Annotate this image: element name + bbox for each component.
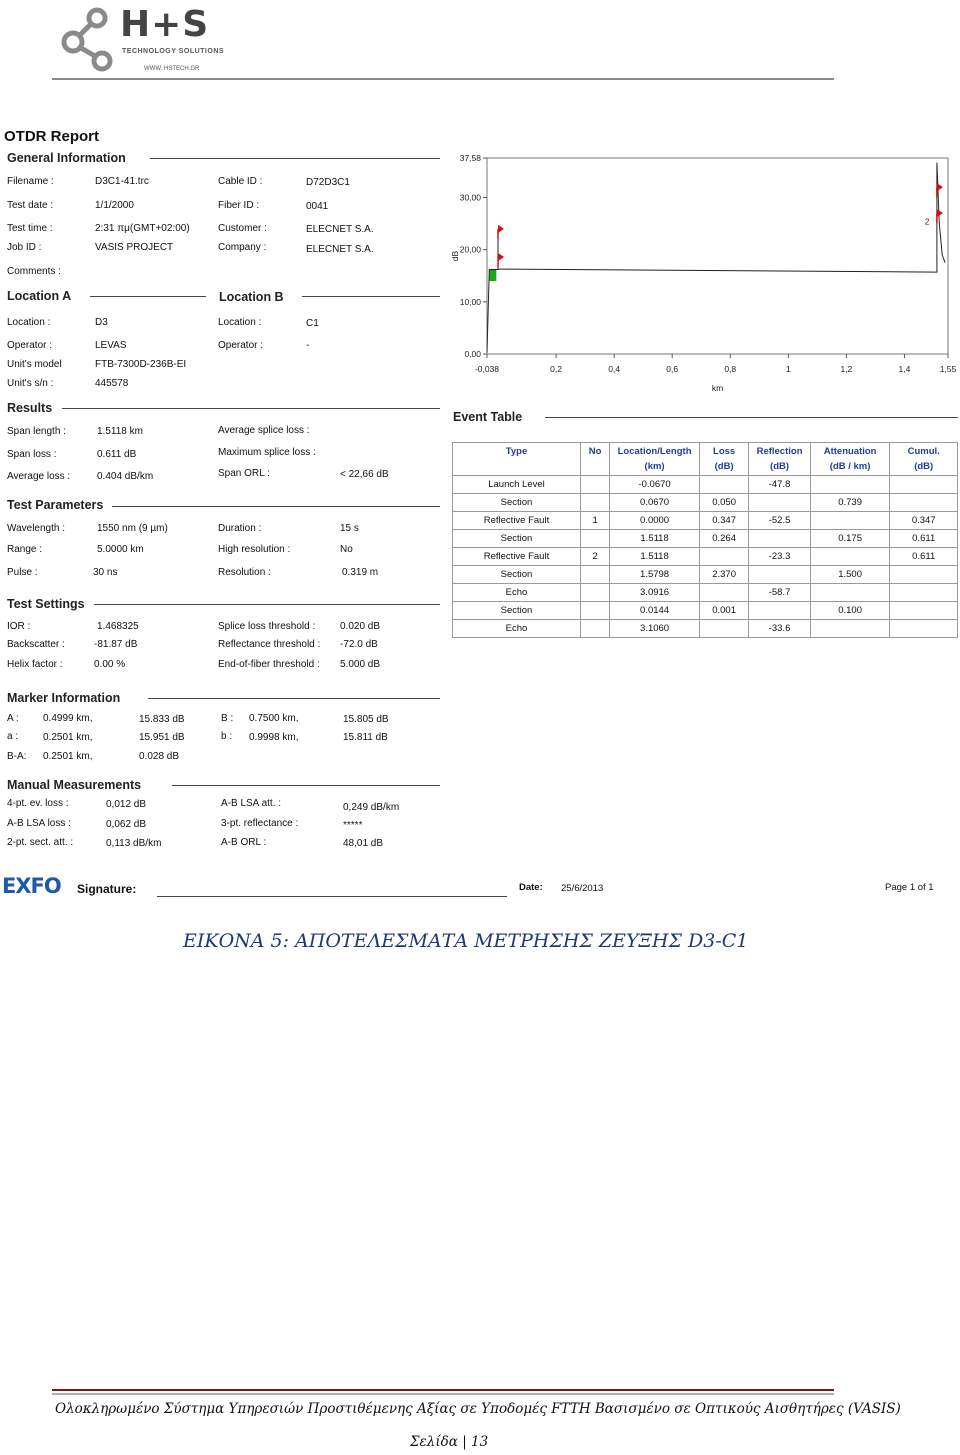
results-title: Results <box>7 401 53 415</box>
event-table-header-cell <box>699 443 748 476</box>
plot-frame <box>487 158 948 354</box>
page-separator: | <box>462 1434 472 1450</box>
range-label: Range : <box>7 544 43 555</box>
loc-b-location-label: Location : <box>218 317 262 328</box>
signature-label: Signature: <box>77 882 137 896</box>
eof-threshold-label: End-of-fiber threshold : <box>218 659 320 670</box>
marker-info-rule <box>148 698 440 699</box>
table-cell: 1.5118 <box>610 548 700 566</box>
backscatter-label: Backscatter : <box>7 639 65 650</box>
table-cell <box>749 602 810 620</box>
general-info-rule <box>150 158 440 159</box>
event-table-header-unit: (km) <box>644 461 665 472</box>
table-row <box>453 494 958 512</box>
event-table-header-row <box>453 443 958 476</box>
range-value: 5.0000 km <box>97 544 144 555</box>
cable-id-label: Cable ID : <box>218 176 263 187</box>
table-cell: Reflective Fault <box>453 548 581 566</box>
unit-model-value: FTB-7300D-236B-EI <box>95 359 187 370</box>
table-cell: -33.6 <box>749 620 810 638</box>
event-table-header-label: Loss <box>713 446 736 457</box>
location-b-title: Location B <box>219 290 284 304</box>
company-value: ELECNET S.A. <box>306 244 374 255</box>
table-cell <box>581 476 610 494</box>
lsa-loss-label: A-B LSA loss : <box>7 818 71 829</box>
event-table-header-unit: (dB) <box>714 461 734 472</box>
table-cell: 1.500 <box>810 566 890 584</box>
table-cell <box>890 584 958 602</box>
event-table-header-label: Location/Length <box>617 446 692 457</box>
table-cell <box>749 494 810 512</box>
table-cell: 0.175 <box>810 530 890 548</box>
launch-level-block <box>489 270 496 281</box>
max-splice-label: Maximum splice loss : <box>218 447 316 458</box>
marker-A-distance: 0.4999 km, <box>43 713 93 724</box>
logo-url: WWW. HSTECH.GR <box>144 66 200 72</box>
logo-text: H+S <box>120 4 210 45</box>
event-table-header-unit: (dB) <box>770 461 790 472</box>
table-row <box>453 602 958 620</box>
table-cell: 0.611 <box>890 530 958 548</box>
table-cell <box>890 602 958 620</box>
table-cell <box>581 620 610 638</box>
x-tick-label: 0,2 <box>550 364 563 374</box>
loc-a-location-label: Location : <box>7 317 51 328</box>
location-a-rule <box>90 296 206 297</box>
manual-measurements-rule <box>172 785 440 786</box>
splice-threshold-value: 0.020 dB <box>340 621 381 632</box>
unit-model-label: Unit's model <box>7 359 62 370</box>
table-cell <box>699 584 748 602</box>
unit-sn-value: 445578 <box>95 378 129 389</box>
wavelength-value: 1550 nm (9 µm) <box>97 523 168 534</box>
table-row <box>453 584 958 602</box>
customer-label: Customer : <box>218 223 267 234</box>
ev-loss-label: 4-pt. ev. loss : <box>7 798 69 809</box>
table-cell <box>810 584 890 602</box>
event-table <box>452 442 958 638</box>
loc-a-operator-label: Operator : <box>7 340 53 351</box>
table-cell <box>581 602 610 620</box>
event-table-title: Event Table <box>453 410 523 424</box>
comments-label: Comments : <box>7 266 61 277</box>
trace-line <box>487 163 945 353</box>
event-table-header-unit: (dB) <box>914 461 934 472</box>
table-cell: 1.5118 <box>610 530 700 548</box>
marker-info-title: Marker Information <box>7 691 121 705</box>
table-cell <box>699 620 748 638</box>
event-table-header-unit: (dB / km) <box>829 461 871 472</box>
reflectance-3pt-value: ***** <box>343 820 363 831</box>
table-cell: 0.347 <box>890 512 958 530</box>
table-cell: Echo <box>453 584 581 602</box>
sect-att-value: 0,113 dB/km <box>106 838 162 849</box>
x-tick-label: 1,4 <box>898 364 911 374</box>
test-time-value: 2:31 πμ(GMT+02:00) <box>95 223 190 234</box>
table-row <box>453 548 958 566</box>
marker-BA-distance: 0.2501 km, <box>43 751 93 762</box>
marker-a-distance: 0.2501 km, <box>43 732 93 743</box>
marker-A-level: 15.833 dB <box>139 714 185 725</box>
logo-mark-icon <box>60 4 120 74</box>
splice-threshold-label: Splice loss threshold : <box>218 621 316 632</box>
table-cell: 0.001 <box>699 602 748 620</box>
resolution-label: Resolution : <box>218 567 271 578</box>
event-table-header-label: No <box>588 446 602 457</box>
y-tick-label: 20,00 <box>459 244 481 255</box>
table-cell: Echo <box>453 620 581 638</box>
marker-b-label: b : <box>221 731 233 742</box>
eof-threshold-value: 5.000 dB <box>340 659 381 670</box>
backscatter-value: -81.87 dB <box>94 639 138 650</box>
event-table-rule <box>545 417 958 418</box>
table-cell: 1 <box>581 512 610 530</box>
footer-divider-light <box>52 1393 834 1395</box>
exfo-logo: EXFO <box>2 874 61 898</box>
sect-att-label: 2-pt. sect. att. : <box>7 837 74 848</box>
duration-label: Duration : <box>218 523 262 534</box>
table-row <box>453 620 958 638</box>
table-cell: 2 <box>581 548 610 566</box>
table-cell: 0.100 <box>810 602 890 620</box>
marker-a-label: a : <box>7 731 19 742</box>
report-date-value: 25/6/2013 <box>561 883 604 894</box>
table-cell <box>890 476 958 494</box>
x-tick-label: 0,6 <box>666 364 679 374</box>
table-cell: Section <box>453 494 581 512</box>
test-date-value: 1/1/2000 <box>95 200 134 211</box>
loc-a-location-value: D3 <box>95 317 108 328</box>
table-cell: 0.0000 <box>610 512 700 530</box>
event-table-header-cell <box>890 443 958 476</box>
table-cell: -58.7 <box>749 584 810 602</box>
event-marker-icon <box>498 253 504 261</box>
table-cell: 0.611 <box>890 548 958 566</box>
table-cell <box>581 566 610 584</box>
marker-B-label: B : <box>221 713 234 724</box>
customer-value: ELECNET S.A. <box>306 224 374 235</box>
job-id-value: VASIS PROJECT <box>95 242 174 253</box>
marker-a-level: 15.951 dB <box>139 732 185 743</box>
test-date-label: Test date : <box>7 200 54 211</box>
table-cell: Launch Level <box>453 476 581 494</box>
marker-B-level: 15.805 dB <box>343 714 389 725</box>
x-tick-label: 0,8 <box>724 364 737 374</box>
lsa-loss-value: 0,062 dB <box>106 819 147 830</box>
event-table-header-label: Reflection <box>756 446 803 457</box>
table-cell: Section <box>453 530 581 548</box>
event-table-header-cell <box>810 443 890 476</box>
table-cell: -0.0670 <box>610 476 700 494</box>
duration-value: 15 s <box>340 523 359 534</box>
table-cell: 0.739 <box>810 494 890 512</box>
page-label: Σελίδα <box>410 1434 458 1450</box>
table-cell <box>810 620 890 638</box>
table-row <box>453 530 958 548</box>
report-page-count: Page 1 of 1 <box>885 882 934 893</box>
footer-divider-dark <box>52 1389 834 1391</box>
table-cell <box>890 620 958 638</box>
x-tick-label: 1,55 <box>939 364 957 374</box>
table-cell: Section <box>453 602 581 620</box>
span-orl-label: Span ORL : <box>218 468 270 479</box>
marker-b-level: 15.811 dB <box>343 732 388 743</box>
event-table-header-cell <box>610 443 700 476</box>
reflectance-3pt-label: 3-pt. reflectance : <box>221 818 299 829</box>
table-cell <box>581 530 610 548</box>
table-row <box>453 476 958 494</box>
loc-b-location-value: C1 <box>306 318 319 329</box>
results-rule <box>62 408 440 409</box>
marker-A-label: A : <box>7 713 19 724</box>
table-cell: 1.5798 <box>610 566 700 584</box>
y-tick-label: 30,00 <box>459 192 481 203</box>
event-table-header-unit <box>456 459 577 474</box>
table-cell <box>810 476 890 494</box>
cable-id-value: D72D3C1 <box>306 177 350 188</box>
x-tick-label: -0,038 <box>474 364 500 374</box>
loc-b-operator-value: - <box>306 340 310 351</box>
table-cell: 2.370 <box>699 566 748 584</box>
helix-factor-value: 0.00 % <box>94 659 126 670</box>
span-length-label: Span length : <box>7 426 66 437</box>
x-tick-label: 1 <box>785 364 791 374</box>
table-cell <box>699 548 748 566</box>
company-label: Company : <box>218 242 267 253</box>
span-length-value: 1.5118 km <box>97 426 143 437</box>
ab-orl-value: 48,01 dB <box>343 838 384 849</box>
span-orl-value: < 22,66 dB <box>340 469 389 480</box>
report-title: OTDR Report <box>4 128 99 145</box>
y-tick-label: 0,00 <box>464 349 481 359</box>
footer-page-number <box>410 1434 488 1450</box>
table-cell: 0.347 <box>699 512 748 530</box>
test-parameters-rule <box>112 506 440 507</box>
filename-value: D3C1-41.trc <box>95 176 149 187</box>
span-loss-value: 0.611 dB <box>97 449 137 460</box>
table-row <box>453 566 958 584</box>
logo-subtitle: TECHNOLOGY SOLUTIONS <box>122 48 225 55</box>
page-number: 13 <box>471 1434 489 1450</box>
loc-b-operator-label: Operator : <box>218 340 264 351</box>
table-cell: -52.5 <box>749 512 810 530</box>
avg-loss-value: 0.404 dB/km <box>97 471 154 482</box>
wavelength-label: Wavelength : <box>7 523 65 534</box>
footer-project-title: Ολοκληρωμένο Σύστημα Υπηρεσιών Προστιθέμενης Αξίας σε Υποδομές FTTH Βασισμένο σε Οπτικούς Αισθητήρες (VASIS) <box>55 1401 901 1417</box>
avg-splice-label: Average splice loss : <box>218 425 310 436</box>
table-cell: 3.0916 <box>610 584 700 602</box>
table-cell <box>581 494 610 512</box>
marker-b-distance: 0.9998 km, <box>249 732 299 743</box>
general-info-title: General Information <box>7 151 126 165</box>
job-id-label: Job ID : <box>7 242 42 253</box>
helix-factor-label: Helix factor : <box>7 659 63 670</box>
y-tick-label: 37,58 <box>459 153 481 163</box>
manual-measurements-title: Manual Measurements <box>7 778 142 792</box>
table-cell: -47.8 <box>749 476 810 494</box>
event-table-header-cell <box>581 443 610 476</box>
y-tick-label: 10,00 <box>459 296 481 307</box>
event-table-header-label: Type <box>505 446 528 457</box>
marker-BA-label: B-A: <box>7 751 27 762</box>
x-tick-label: 0,4 <box>608 364 621 374</box>
table-cell: 0.050 <box>699 494 748 512</box>
table-cell: 0.0670 <box>610 494 700 512</box>
lsa-att-value: 0,249 dB/km <box>343 802 400 813</box>
loc-a-operator-value: LEVAS <box>95 340 127 351</box>
ior-value: 1.468325 <box>97 621 139 632</box>
reflectance-threshold-value: -72.0 dB <box>340 639 378 650</box>
table-cell <box>749 530 810 548</box>
resolution-value: 0.319 m <box>342 567 379 578</box>
table-cell: 0.264 <box>699 530 748 548</box>
ev-loss-value: 0,012 dB <box>106 799 147 810</box>
event-number-label: 2 <box>924 217 930 227</box>
table-cell <box>699 476 748 494</box>
report-date-label: Date: <box>519 882 543 893</box>
test-time-label: Test time : <box>7 223 53 234</box>
event-table-header-label: Cumul. <box>907 446 940 457</box>
event-table-header-cell <box>453 443 581 476</box>
x-axis-label: km <box>711 383 724 393</box>
event-marker-icon <box>937 209 943 217</box>
marker-B-distance: 0.7500 km, <box>249 713 299 724</box>
event-table-header-label: Attenuation <box>823 446 877 457</box>
table-cell <box>810 548 890 566</box>
ior-label: IOR : <box>7 621 31 632</box>
table-cell <box>890 566 958 584</box>
reflectance-threshold-label: Reflectance threshold : <box>218 639 321 650</box>
event-marker-icon <box>498 225 504 233</box>
signature-line <box>157 896 507 897</box>
table-cell <box>890 494 958 512</box>
table-cell <box>810 512 890 530</box>
filename-label: Filename : <box>7 176 54 187</box>
span-loss-label: Span loss : <box>7 449 57 460</box>
test-settings-rule <box>94 604 440 605</box>
table-cell: 0.0144 <box>610 602 700 620</box>
x-tick-label: 1,2 <box>840 364 853 374</box>
fiber-id-label: Fiber ID : <box>218 200 260 211</box>
y-axis-label: dB <box>450 250 460 262</box>
location-b-rule <box>302 296 440 297</box>
marker-BA-loss: 0.028 dB <box>139 751 180 762</box>
test-settings-title: Test Settings <box>7 597 85 611</box>
table-cell: 3.1060 <box>610 620 700 638</box>
test-parameters-title: Test Parameters <box>7 498 104 512</box>
table-cell: Section <box>453 566 581 584</box>
table-cell: -23.3 <box>749 548 810 566</box>
table-cell <box>581 584 610 602</box>
ab-orl-label: A-B ORL : <box>221 837 267 848</box>
high-res-value: No <box>340 544 353 555</box>
table-cell: Reflective Fault <box>453 512 581 530</box>
table-cell <box>749 566 810 584</box>
event-table-header-cell <box>749 443 810 476</box>
event-table-header-unit <box>584 459 606 474</box>
lsa-att-label: A-B LSA att. : <box>221 798 282 809</box>
location-a-title: Location A <box>7 289 72 303</box>
pulse-value: 30 ns <box>93 567 118 578</box>
fiber-id-value: 0041 <box>306 201 329 212</box>
header-divider <box>52 78 834 80</box>
pulse-label: Pulse : <box>7 567 38 578</box>
unit-sn-label: Unit's s/n : <box>7 378 54 389</box>
figure-caption: ΕΙΚΟΝΑ 5: ΑΠΟΤΕΛΕΣΜΑΤΑ ΜΕΤΡΗΣΗΣ ΖΕΥΞΗΣ D3-C1 <box>183 930 749 952</box>
otdr-trace-chart <box>442 148 960 393</box>
company-logo <box>58 4 228 76</box>
table-row <box>453 512 958 530</box>
avg-loss-label: Average loss : <box>7 471 71 482</box>
event-marker-icon <box>937 183 943 191</box>
high-res-label: High resolution : <box>218 544 291 555</box>
